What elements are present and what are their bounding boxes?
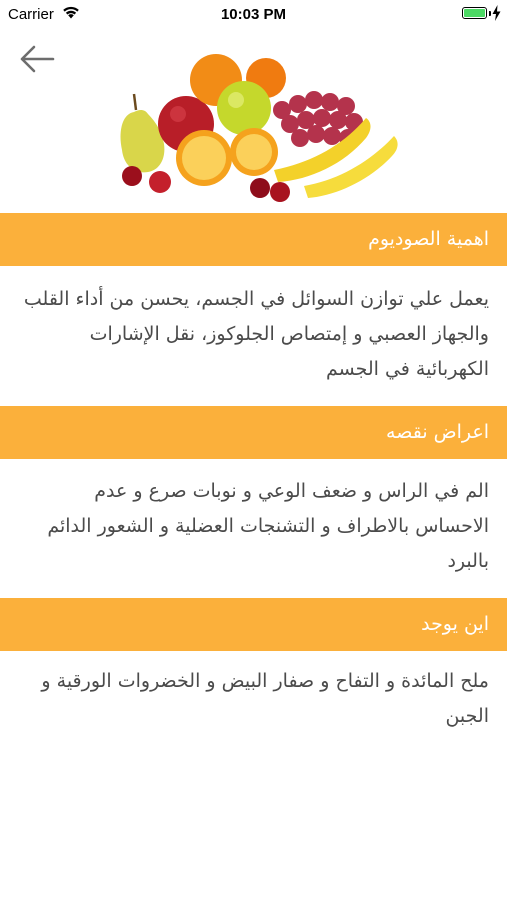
mixed-fruits-illustration — [104, 52, 404, 204]
section-body-sources: ملح المائدة و التفاح و صفار البيض و الخضروات الورقية و الجبن — [41, 670, 489, 727]
section-header-deficiency-symptoms: اعراض نقصه — [0, 406, 507, 459]
section-body-importance: يعمل علي توازن السوائل في الجسم، يحسن من أداء القلب والجهاز العصبي و إمتصاص الجلوكوز، نقل الإشارات الكهربائية في الجسم — [23, 288, 489, 380]
battery-icon — [462, 7, 487, 19]
status-bar — [0, 0, 507, 28]
carrier-label: Carrier — [8, 6, 54, 23]
section-body-deficiency-symptoms: الم في الراس و ضعف الوعي و نوبات صرع و عدم الاحساس بالاطراف و التشنجات العضلية و الشعور الدائم بالبرد — [47, 480, 489, 572]
arrow-left-icon[interactable] — [18, 42, 56, 76]
charging-bolt-icon — [492, 5, 501, 21]
clock: 10:03 PM — [220, 6, 287, 23]
section-header-importance: اهمية الصوديوم — [0, 213, 507, 266]
section-header-sources: اين يوجد — [0, 598, 507, 651]
battery-cap — [489, 11, 491, 16]
